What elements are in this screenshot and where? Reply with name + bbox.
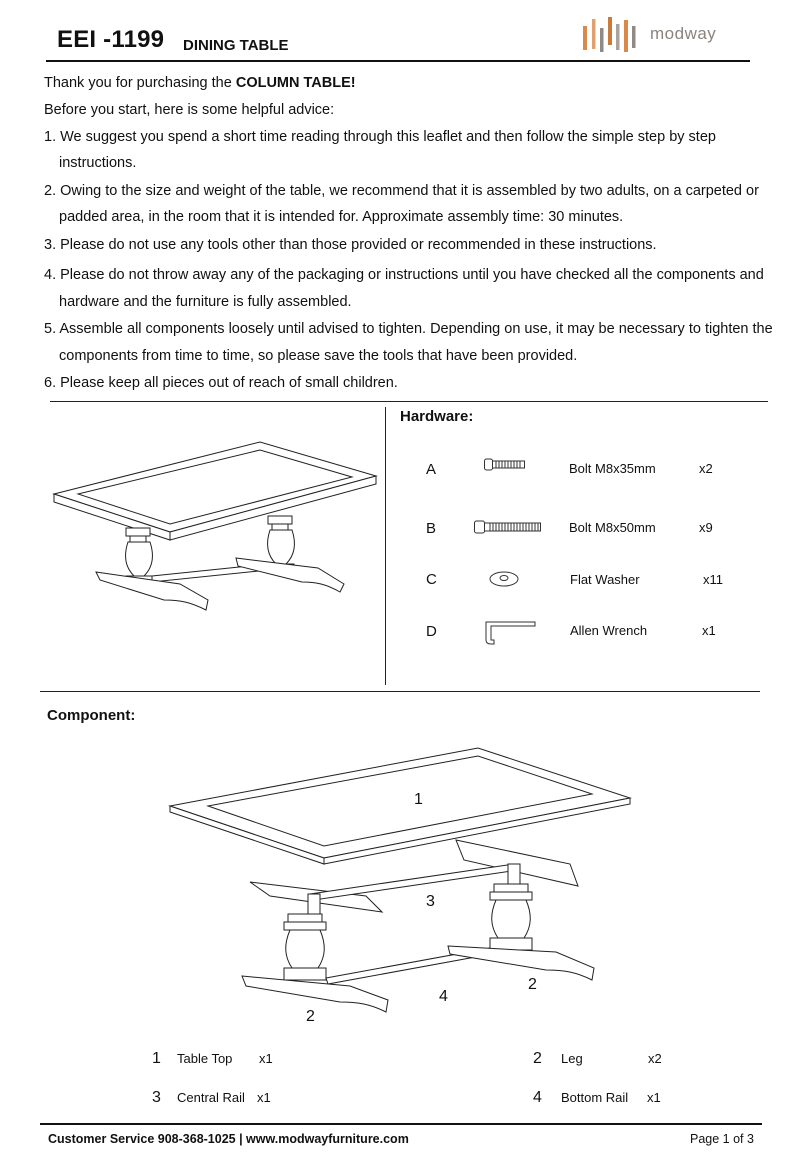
hardware-name-d: Allen Wrench	[570, 623, 648, 638]
hardware-qty-a: x2	[699, 461, 713, 476]
thanks-suffix: !	[350, 75, 356, 91]
callout-central-rail: 3	[426, 893, 435, 910]
hardware-letter-b: B	[426, 520, 437, 537]
hardware-letter-a: A	[426, 461, 437, 478]
callout-table-top: 1	[414, 791, 423, 808]
section-rule	[50, 401, 768, 402]
advice-item-3-line1: 3. Please do not use any tools other than those provided or recommended in these instructions.	[44, 237, 657, 253]
hardware-letter-d: D	[426, 623, 437, 640]
component-name-4: Bottom Rail	[561, 1090, 629, 1105]
component-num-4: 4	[533, 1089, 542, 1106]
callout-leg-left: 2	[306, 1008, 315, 1025]
thanks-line	[44, 73, 356, 93]
allen-wrench-icon	[484, 618, 540, 646]
washer-icon	[488, 570, 522, 588]
exploded-table-diagram	[160, 740, 640, 1040]
hardware-letter-c: C	[426, 571, 437, 588]
component-name-2: Leg	[561, 1051, 583, 1066]
hardware-title: Hardware:	[400, 408, 474, 425]
advice-item-4-line1: 4. Please do not throw away any of the packaging or instructions until you have checked all the components and	[44, 267, 764, 283]
brand-name: modway	[650, 24, 717, 43]
part-table-top	[170, 748, 630, 864]
advice-item-2-line2: padded area, in the room that it is intended for. Approximate assembly time: 30 minutes.	[59, 209, 624, 225]
model-number: EEI -1199	[57, 26, 165, 53]
logo-bars	[583, 17, 636, 52]
footer-contact: Customer Service 908-368-1025 | www.modwayfurniture.com	[48, 1132, 409, 1146]
advice-item-5-line2: components from time to time, so please save the tools that have been provided.	[59, 348, 578, 364]
hardware-name-a: Bolt M8x35mm	[569, 461, 656, 476]
component-rule	[40, 691, 760, 692]
component-num-2: 2	[533, 1050, 542, 1067]
assembled-table-illustration	[40, 430, 385, 630]
advice-item-6-line1: 6. Please keep all pieces out of reach of small children.	[44, 375, 398, 391]
callout-bottom-rail: 4	[439, 988, 448, 1005]
callout-leg-right: 2	[528, 976, 537, 993]
component-qty-4: x1	[647, 1090, 661, 1105]
component-title: Component:	[47, 707, 136, 724]
component-num-1: 1	[152, 1050, 161, 1067]
advice-item-1-line2: instructions.	[59, 155, 137, 171]
advice-item-1-line1: 1. We suggest you spend a short time reading through this leaflet and then follow the simple step by step	[44, 129, 716, 145]
component-qty-1: x1	[259, 1051, 273, 1066]
thanks-prefix: Thank you for purchasing the	[44, 75, 236, 91]
advice-intro: Before you start, here is some helpful advice:	[44, 102, 335, 118]
hardware-qty-b: x9	[699, 520, 713, 535]
brand-logo	[580, 14, 725, 58]
component-qty-2: x2	[648, 1051, 662, 1066]
hardware-name-b: Bolt M8x50mm	[569, 520, 656, 535]
page-number: Page 1 of 3	[690, 1132, 754, 1146]
hardware-name-c: Flat Washer	[570, 572, 640, 587]
component-name-1: Table Top	[177, 1051, 233, 1066]
advice-item-4-line2: hardware and the furniture is fully assembled.	[59, 294, 352, 310]
component-num-3: 3	[152, 1089, 161, 1106]
section-vertical-rule	[385, 407, 386, 685]
component-name-3: Central Rail	[177, 1090, 245, 1105]
footer-rule	[40, 1123, 762, 1125]
short-bolt-icon	[484, 458, 528, 472]
product-name: COLUMN TABLE	[235, 75, 351, 91]
component-qty-3: x1	[257, 1090, 271, 1105]
advice-item-5-line1: 5. Assemble all components loosely until advised to tighten. Depending on use, it may be necessary to tighten the	[44, 321, 773, 337]
hardware-qty-d: x1	[702, 623, 716, 638]
header-rule	[46, 60, 750, 62]
document-title: DINING TABLE	[183, 37, 289, 54]
advice-item-2-line1: 2. Owing to the size and weight of the table, we recommend that it is assembled by two adults, on a carpeted or	[44, 183, 759, 199]
long-bolt-icon	[474, 520, 544, 534]
hardware-qty-c: x11	[703, 572, 723, 587]
